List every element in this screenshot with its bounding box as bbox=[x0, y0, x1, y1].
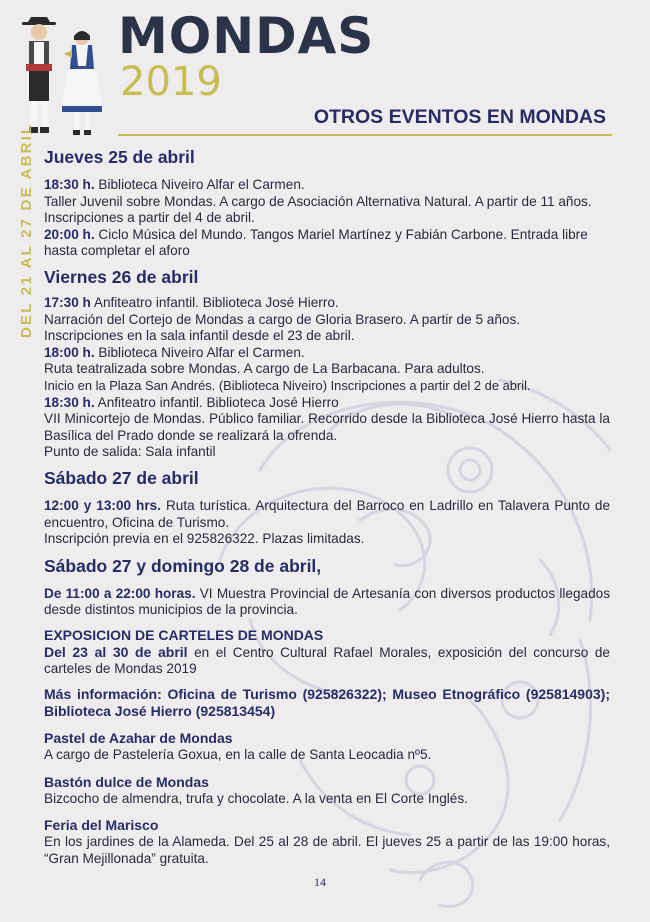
day-heading: Sábado 27 y domingo 28 de abril, bbox=[44, 555, 322, 576]
event-line: 18:30 h. Biblioteca Niveiro Alfar el Carmen. bbox=[44, 177, 305, 192]
event-line: 18:00 h. Biblioteca Niveiro Alfar el Carmen. bbox=[44, 344, 305, 360]
day-heading: Viernes 26 de abril bbox=[44, 266, 199, 287]
brand-year: 2019 bbox=[120, 59, 222, 105]
event-line: Punto de salida: Sala infantil bbox=[44, 444, 216, 460]
item-title: Pastel de Azahar de Mondas bbox=[44, 730, 233, 747]
event-line: VII Minicortejo de Mondas. Público familiar. Recorrido desde la Biblioteca José Hierro hasta la Basílica del Prado donde se realizará la ofrenda. bbox=[44, 411, 610, 443]
event-line: 12:00 y 13:00 hrs. Ruta turística. Arquitectura del Barroco en Ladrillo en Talavera Punto de encuentro, Oficina de Turismo. bbox=[44, 497, 610, 530]
item-title: Feria del Marisco bbox=[44, 817, 159, 834]
event-line: 18:30 h. Anfiteatro infantil. Biblioteca José Hierro bbox=[44, 394, 339, 410]
event-line: 17:30 h Anfiteatro infantil. Biblioteca José Hierro. bbox=[44, 294, 339, 310]
woman-figure bbox=[60, 31, 104, 135]
brand-title: MONDAS bbox=[118, 7, 375, 65]
item-text: A cargo de Pastelería Goxua, en la calle de Santa Leocadia nº5. bbox=[44, 747, 432, 763]
day-heading: Sábado 27 de abril bbox=[44, 467, 199, 488]
item-text: Bizcocho de almendra, trufa y chocolate. A la venta en El Corte Inglés. bbox=[44, 790, 468, 806]
event-line: Taller Juvenil sobre Mondas. A cargo de Asociación Alternativa Natural. A partir de 11 años. Inscripciones a partir del 4 de abril. bbox=[44, 193, 592, 226]
event-line: Ruta teatralizada sobre Mondas. A cargo de La Barbacana. Para adultos. bbox=[44, 361, 485, 377]
item-feria bbox=[44, 817, 610, 867]
event-line: De 11:00 a 22:00 horas. VI Muestra Provincial de Artesanía con diversos productos llegados desde distintos municipios de la provincia. bbox=[44, 585, 611, 618]
vertical-date-range: DEL 21 AL 27 DE ABRIL bbox=[18, 122, 35, 338]
item-title: Bastón dulce de Mondas bbox=[44, 773, 209, 790]
event-line: 20:00 h. Ciclo Música del Mundo. Tangos Mariel Martínez y Fabián Carbone. Entrada libre hasta completar el aforo bbox=[44, 226, 588, 259]
page-number: 14 bbox=[314, 875, 326, 889]
events-content bbox=[44, 145, 610, 867]
exposicion-text: Del 23 al 30 de abril en el Centro Cultural Rafael Morales, exposición del concurso de carteles de Mondas 2019 bbox=[44, 643, 610, 677]
day-heading: Jueves 25 de abril bbox=[44, 147, 195, 167]
section-title: OTROS EVENTOS EN MONDAS bbox=[313, 106, 606, 128]
event-line: Narración del Cortejo de Mondas a cargo de Gloria Brasero. A partir de 5 años. bbox=[44, 311, 521, 327]
item-pastel bbox=[44, 730, 610, 764]
title-underline bbox=[118, 134, 612, 136]
item-baston bbox=[44, 774, 610, 808]
day-block-viernes bbox=[44, 265, 610, 461]
brand-logo bbox=[118, 7, 375, 105]
exposicion-title: EXPOSICION DE CARTELES DE MONDAS bbox=[44, 626, 324, 643]
event-line: Inicio en la Plaza San Andrés. (Biblioteca Niveiro) Inscripciones a partir del 2 de abril. bbox=[44, 377, 531, 393]
exposicion-block bbox=[44, 627, 610, 678]
mas-informacion: Más información: Oficina de Turismo (925826322); Museo Etnográfico (925814903); Biblioteca José Hierro (925813454) bbox=[44, 686, 610, 720]
day-block-sabado bbox=[44, 466, 610, 548]
day-block-jueves bbox=[44, 145, 610, 260]
item-text: En los jardines de la Alameda. Del 25 al 28 de abril. El jueves 25 a partir de las 19:00 horas, “Gran Mejillonada” gratuita. bbox=[44, 834, 610, 866]
event-line: Inscripción previa en el 925826322. Plazas limitadas. bbox=[44, 531, 365, 547]
day-block-sabado-domingo bbox=[44, 554, 610, 619]
event-line: Inscripciones en la sala infantil desde el 23 de abril. bbox=[44, 328, 355, 344]
